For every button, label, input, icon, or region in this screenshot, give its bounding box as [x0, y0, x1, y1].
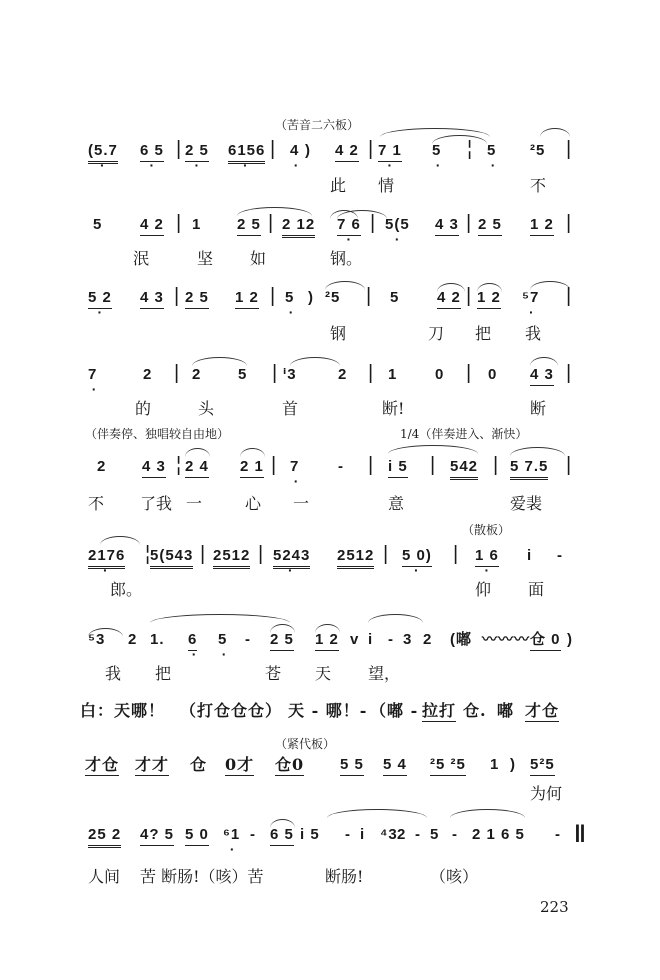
note-group: 2 [192, 366, 202, 383]
slur-mark [327, 809, 427, 818]
lyric: 刀 [428, 324, 445, 343]
lyric: 一 [186, 494, 203, 513]
note-group: i [360, 826, 366, 843]
tempo-annotation: （苦音二六板） [275, 118, 360, 132]
note-group: 6156 · [228, 142, 265, 164]
lyric: 如 [250, 249, 267, 268]
note-group: 2 [397, 826, 407, 843]
lyric: 头 [198, 399, 215, 418]
note-group: 4 3 [435, 216, 459, 236]
slur-mark [510, 447, 565, 456]
note-group: 2 [128, 631, 138, 648]
note-group: 7 · [88, 366, 97, 384]
note-group: 7 1 · [378, 142, 402, 162]
note-group: ‖ [574, 821, 587, 848]
note-group: 1 [192, 216, 202, 233]
barline: | [270, 138, 277, 160]
note-group: 5 0) · [402, 547, 432, 567]
note-group: - [452, 826, 458, 843]
tempo-annotation: （伴奏停、独唱较自由地） [85, 427, 230, 441]
note-group: 4 2 [437, 289, 461, 309]
note-group: - [557, 547, 563, 564]
barline: | [272, 362, 279, 384]
note-group: 5 · [432, 142, 441, 160]
barline: | [566, 285, 573, 307]
note-group: 2 1 6 5 [472, 826, 525, 843]
lyric: 爱裴 [510, 494, 543, 513]
slur-mark [270, 819, 295, 828]
barline: | [566, 362, 573, 384]
note-group: - [415, 826, 421, 843]
note-group: 仓. [463, 701, 487, 720]
note-group: (嘟 [450, 631, 472, 648]
note-group: ²5 [530, 142, 546, 159]
note-group: i [527, 547, 533, 564]
lyric: 人间 [88, 867, 121, 886]
slur-mark [270, 624, 295, 633]
note-group: 〰〰〰 [482, 631, 531, 648]
note-group: 6 5 [270, 826, 294, 846]
barline: | [368, 138, 375, 160]
lyric: 苍 [265, 664, 282, 683]
note-group: (5.7 · [88, 142, 118, 164]
note-group: 4 3 [140, 289, 164, 309]
slur-mark [88, 628, 123, 637]
note-group: 2512 [213, 547, 250, 569]
note-group: 0 [488, 366, 498, 383]
note-group: 才仓 [525, 701, 560, 720]
barline: | [271, 454, 278, 476]
note-group: 拉打 [422, 701, 457, 720]
note-group: ⁵3 [88, 631, 106, 648]
lyric: 郎。 [110, 580, 143, 599]
lyric: 此 [330, 176, 347, 195]
barline: | [270, 285, 277, 307]
note-group: 2 5 [185, 289, 209, 309]
tempo-annotation: （散板） [462, 523, 511, 537]
note-group: ) [567, 631, 573, 648]
note-group: 5 5 [340, 756, 364, 776]
note-group: 1 [388, 366, 398, 383]
slur-mark [290, 357, 340, 366]
slur-mark [540, 128, 570, 137]
lyric: 面 [528, 580, 545, 599]
note-group: i 5 [388, 458, 408, 478]
note-group: i 5 [300, 826, 320, 843]
lyric: 泯 [133, 249, 150, 268]
note-group: 2 12 [282, 216, 315, 238]
note-group: 5243 · [273, 547, 310, 569]
barline: | [176, 212, 183, 234]
note-group: 4 3 [530, 366, 554, 386]
slur-mark [315, 624, 340, 633]
slur-mark [240, 448, 265, 457]
note-group: ²5 [325, 289, 341, 306]
barline: | [383, 543, 390, 565]
note-group: - [338, 458, 344, 475]
lyric: 心 [245, 494, 262, 513]
note-group: 2 [97, 458, 107, 475]
barline: | [493, 454, 500, 476]
lyric: 不 [530, 176, 547, 195]
tempo-annotation: 1/4（伴奏进入、渐快） [400, 427, 528, 441]
note-group: ⁴3 [380, 826, 398, 843]
barline: | [466, 362, 473, 384]
slur-mark [368, 614, 423, 623]
barline: | [268, 212, 275, 234]
lyric: 钢。 [330, 249, 363, 268]
slur-mark [237, 207, 312, 216]
slur-mark [185, 448, 210, 457]
barline: | [366, 285, 373, 307]
note-group: 2 5 [237, 216, 261, 236]
note-group: 4 2 [335, 142, 359, 162]
slur-mark [450, 809, 525, 818]
lyric: 断肠! [325, 867, 364, 886]
barline: | [566, 138, 573, 160]
note-group: 7 · [290, 458, 299, 476]
note-group: 5 4 [383, 756, 407, 776]
note-group: 2 5 · [185, 142, 209, 162]
note-group: （打仓仓仓） [180, 701, 283, 720]
lyric: 望， [368, 664, 401, 683]
lyric: （咳） [430, 867, 479, 886]
note-group: 天 - 哪！- [288, 701, 368, 720]
note-group: 4? 5 [140, 826, 174, 846]
lyric: 了我 [140, 494, 173, 513]
lyric: 的 [135, 399, 152, 418]
barline: | [258, 543, 265, 565]
note-group: ⁱ3 [283, 366, 297, 383]
slur-mark [100, 536, 140, 545]
lyric: 把 [475, 324, 492, 343]
note-group: 嘟 [497, 701, 515, 720]
note-group: 5 2 · [88, 289, 112, 309]
note-group: - [345, 826, 351, 843]
note-group: 25 2 [88, 826, 121, 848]
note-group: 2512 [337, 547, 374, 569]
note-group: 2 [143, 366, 153, 383]
note-group: 2 5 [270, 631, 294, 651]
page-number: 223 [540, 898, 569, 916]
lyric: 天 [315, 664, 332, 683]
note-group: 2176 · [88, 547, 125, 569]
note-group: 仓 [190, 755, 208, 774]
barline: | [200, 543, 207, 565]
note-group: 5 [390, 289, 400, 306]
note-group: 才仓 [85, 755, 120, 774]
note-group: 0 [435, 366, 445, 383]
lyric: 断! [382, 399, 405, 418]
note-group: 2 [423, 631, 433, 648]
barline: ¦ [145, 543, 152, 565]
note-group: 5 · [218, 631, 227, 649]
barline: | [174, 362, 181, 384]
note-group: v [350, 631, 360, 648]
barline: ¦ [176, 454, 183, 476]
barline: | [566, 454, 573, 476]
barline: | [453, 543, 460, 565]
note-group: 5 · [285, 289, 294, 307]
slur-mark [150, 614, 290, 623]
slur-mark [192, 357, 247, 366]
note-group: 5²5 [530, 756, 555, 776]
note-group: 4 2 [140, 216, 164, 236]
note-group: 1 2 [530, 216, 554, 236]
note-group: - [388, 631, 394, 648]
slur-mark [325, 281, 365, 290]
note-group: 仓0 [275, 755, 305, 774]
barline: | [466, 285, 473, 307]
note-group: - [250, 826, 256, 843]
note-group: ⁶1 · [223, 826, 240, 844]
lyric: 苦 断肠!（咳）苦 [140, 867, 264, 886]
lyric: 断 [530, 399, 547, 418]
note-group: - [245, 631, 251, 648]
slur-mark [388, 445, 478, 454]
lyric: 我 [105, 664, 122, 683]
note-group: 4 3 [142, 458, 166, 478]
lyric: 情 [378, 176, 395, 195]
barline: | [566, 212, 573, 234]
note-group: 白：天哪！ [80, 701, 166, 720]
note-group: ²5 ²5 [430, 756, 466, 776]
note-group: （嘟 - [370, 701, 419, 720]
barline: | [176, 138, 183, 160]
note-group: 1 2 [477, 289, 501, 309]
barline: | [368, 454, 375, 476]
note-group: 1 [490, 756, 500, 773]
barline: | [174, 285, 181, 307]
note-group: 5 0 [185, 826, 209, 846]
note-group: 3 [403, 631, 413, 648]
note-group: 2 5 [478, 216, 502, 236]
note-group: 1 2 [235, 289, 259, 309]
lyric: 钢 [330, 324, 347, 343]
barline: | [430, 454, 437, 476]
tempo-annotation: （紧代板） [275, 737, 336, 751]
note-group: 6 5 · [140, 142, 164, 162]
note-group: ⁵7 · [522, 289, 539, 307]
barline: | [466, 212, 473, 234]
note-group: i [368, 631, 374, 648]
note-group: ) [308, 289, 314, 306]
note-group: 1. [150, 631, 165, 648]
note-group: 542 [450, 458, 478, 480]
note-group: 2 [338, 366, 348, 383]
lyric: 坚 [197, 249, 214, 268]
note-group: 5(543 [150, 547, 193, 569]
lyric: 一 [293, 494, 310, 513]
note-group: - [555, 826, 561, 843]
note-group: 5 [238, 366, 248, 383]
slur-mark [530, 357, 558, 366]
slur-mark [530, 281, 570, 290]
note-group: 5 · [487, 142, 496, 160]
note-group: 2 1 [240, 458, 264, 478]
note-group: 仓 0 [530, 631, 561, 651]
lyric: 为何 [530, 784, 563, 803]
note-group: 7 6 · [337, 216, 361, 236]
note-group: 5 [93, 216, 103, 233]
lyric: 意 [388, 494, 405, 513]
barline: | [370, 212, 377, 234]
lyric: 首 [282, 399, 299, 418]
barline: ¦ [467, 138, 474, 160]
note-group: 1 2 [315, 631, 339, 651]
note-group: 5(5 · [385, 216, 410, 234]
note-group: 才才 [135, 755, 170, 774]
lyric: 不 [88, 494, 105, 513]
lyric: 仰 [475, 580, 492, 599]
slur-mark [437, 283, 465, 292]
lyric: 我 [525, 324, 542, 343]
note-group: ) [305, 142, 311, 159]
note-group: 6 · [188, 631, 197, 651]
note-group: 1 6 · [475, 547, 499, 567]
note-group: 2 4 [185, 458, 209, 478]
barline: | [368, 362, 375, 384]
note-group: 5 [430, 826, 440, 843]
note-group: 5 7.5 [510, 458, 548, 480]
slur-mark [477, 283, 502, 292]
note-group: ) [510, 756, 516, 773]
note-group: 0才 [225, 755, 255, 774]
note-group: 4 · [290, 142, 299, 160]
lyric: 把 [155, 664, 172, 683]
